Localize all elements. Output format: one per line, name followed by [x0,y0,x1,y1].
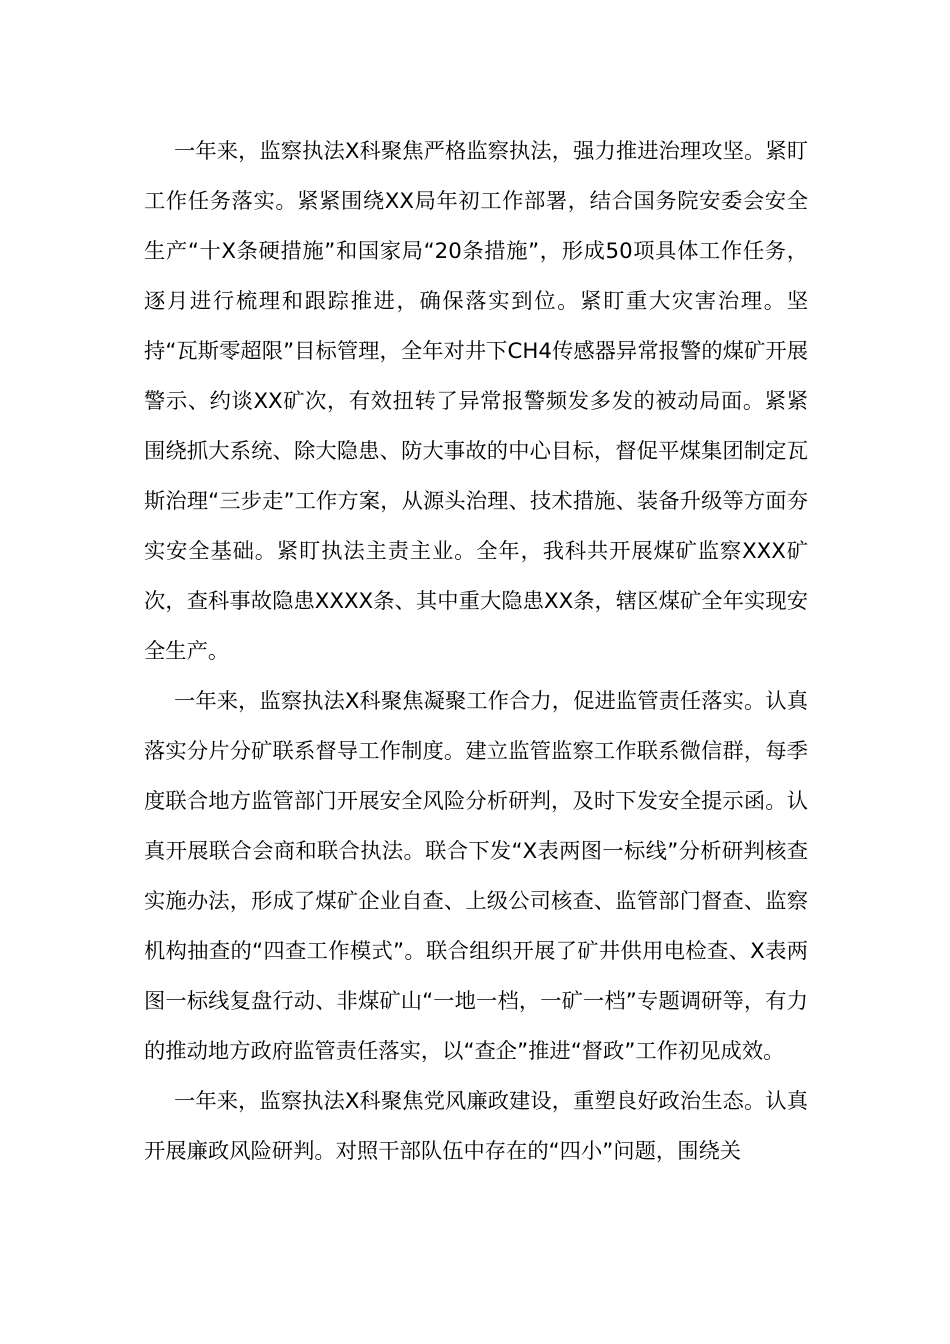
paragraph-supervision-responsibility: 一年来，监察执法X科聚焦凝聚工作合力，促进监管责任落实。认真落实分片分矿联系督导工作制度。建立监管监察工作联系微信群，每季度联合地方监管部门开展安全风险分析研判，及时下发安全提示函。认真开展联合会商和联合执法。联合下发“X表两图一标线”分析研判核查实施办法，形成了煤矿企业自查、上级公司核查、监管部门督查、监察机构抽查的“四查工作模式”。联合组织开展了矿井供用电检查、X表两图一标线复盘行动、非煤矿山“一地一档，一矿一档”专题调研等，有力的推动地方政府监管责任落实，以“查企”推进“督政”工作初见成效。 [144,689,808,1064]
document-body [144,127,808,1177]
paragraph-law-enforcement: 一年来，监察执法X科聚焦严格监察执法，强力推进治理攻坚。紧盯工作任务落实。紧紧围绕XX局年初工作部署，结合国务院安委会安全生产“十X条硬措施”和国家局“20条措施”，形成50项具体工作任务，逐月进行梳理和跟踪推进，确保落实到位。紧盯重大灾害治理。坚持“瓦斯零超限”目标管理，全年对井下CH4传感器异常报警的煤矿开展警示、约谈XX矿次，有效扭转了异常报警频发多发的被动局面。紧紧围绕抓大系统、除大隐患、防大事故的中心目标，督促平煤集团制定瓦斯治理“三步走”工作方案，从源头治理、技术措施、装备升级等方面夯实安全基础。紧盯执法主责主业。全年，我科共开展煤矿监察XXX矿次，查科事故隐患XXXX条、其中重大隐患XX条，辖区煤矿全年实现安全生产。 [144,139,808,664]
paragraph-integrity-building: 一年来，监察执法X科聚焦党风廉政建设，重塑良好政治生态。认真开展廉政风险研判。对照干部队伍中存在的“四小”问题，围绕关 [144,1089,808,1164]
